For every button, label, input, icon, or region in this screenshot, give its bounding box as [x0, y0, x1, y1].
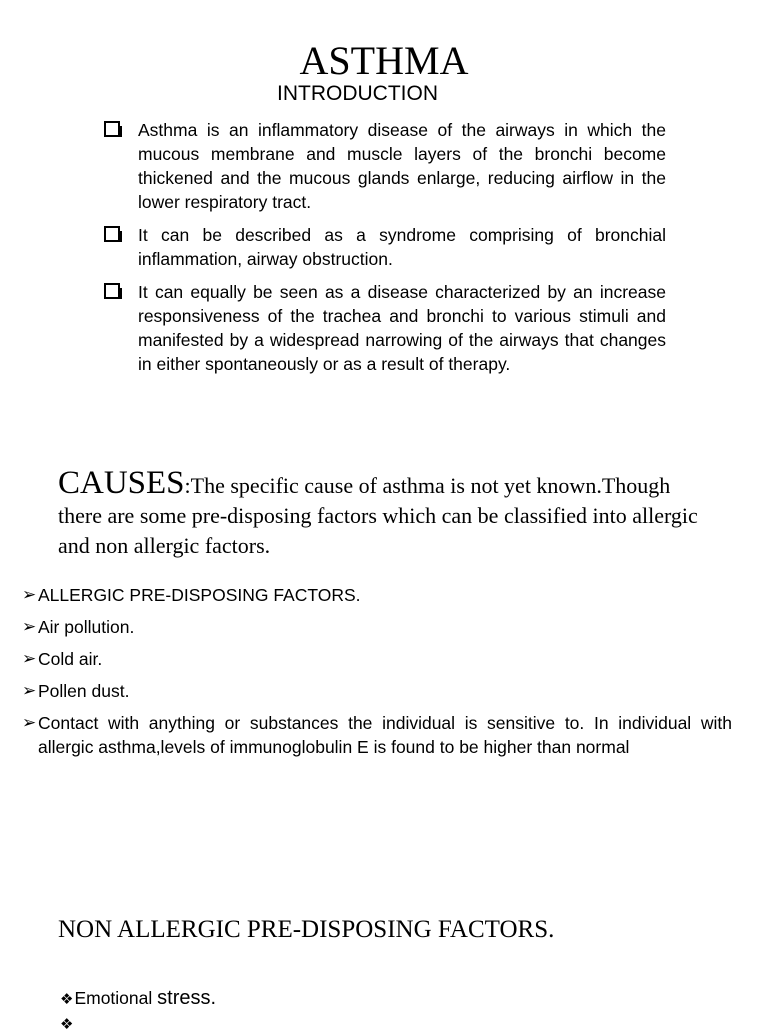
causes-paragraph	[58, 465, 718, 561]
list-item-text: Contact with anything or substances the individual is sensitive to. In individual with allergic asthma,levels of immunoglobulin E is found to be higher than normal	[38, 713, 732, 757]
checkbox-square-icon	[104, 283, 120, 299]
arrowhead-icon: ➢	[22, 713, 37, 732]
intro-item-text: It can be described as a syndrome comprising of bronchial inflammation, airway obstruction.	[138, 225, 666, 269]
list-item	[22, 615, 732, 639]
list-item-text: Cold air.	[38, 649, 103, 669]
document-title: ASTHMA	[299, 38, 469, 83]
list-item-emphasis: stress.	[157, 987, 217, 1009]
list-item	[60, 986, 216, 1012]
arrowhead-icon: ➢	[22, 585, 37, 604]
introduction-list	[102, 118, 666, 385]
list-item	[22, 679, 732, 703]
intro-list-item	[102, 280, 666, 376]
list-item	[22, 583, 732, 607]
list-item-text: Air pollution.	[38, 617, 135, 637]
arrowhead-icon: ➢	[22, 681, 37, 700]
intro-item-text: It can equally be seen as a disease characterized by an increase responsiveness of the trachea and bronchi to various stimuli and manifested by a widespread narrowing of the airways that changes in either spontaneously or as a result of therapy.	[138, 282, 666, 374]
intro-item-text: Asthma is an inflammatory disease of the airways in which the mucous membrane and muscle layers of the bronchi become thickened and the mucous glands enlarge, reducing airflow in the lower respiratory tract.	[138, 120, 666, 212]
four-diamond-icon: ❖	[60, 991, 74, 1008]
intro-list-item	[102, 118, 666, 214]
non-allergic-heading: NON ALLERGIC PRE-DISPOSING FACTORS.	[58, 916, 555, 943]
checkbox-square-icon	[104, 121, 120, 137]
intro-list-item	[102, 223, 666, 271]
arrowhead-icon: ➢	[22, 617, 37, 636]
allergic-factors-list	[22, 583, 732, 767]
section-title-introduction: INTRODUCTION	[277, 82, 438, 105]
checkbox-square-icon	[104, 226, 120, 242]
list-item	[22, 647, 732, 671]
causes-text: :The specific cause of asthma is not yet known.Though there are some pre-disposing factors which can be classified into allergic and non allergic factors.	[58, 473, 698, 558]
causes-heading: CAUSES	[58, 465, 185, 501]
four-diamond-icon: ❖	[60, 1016, 74, 1033]
list-item-text: Pollen dust.	[38, 681, 130, 701]
list-item	[22, 711, 732, 759]
list-item-text: Emotional	[74, 988, 158, 1008]
arrowhead-icon: ➢	[22, 649, 37, 668]
list-item-text: ALLERGIC PRE-DISPOSING FACTORS.	[38, 585, 361, 605]
